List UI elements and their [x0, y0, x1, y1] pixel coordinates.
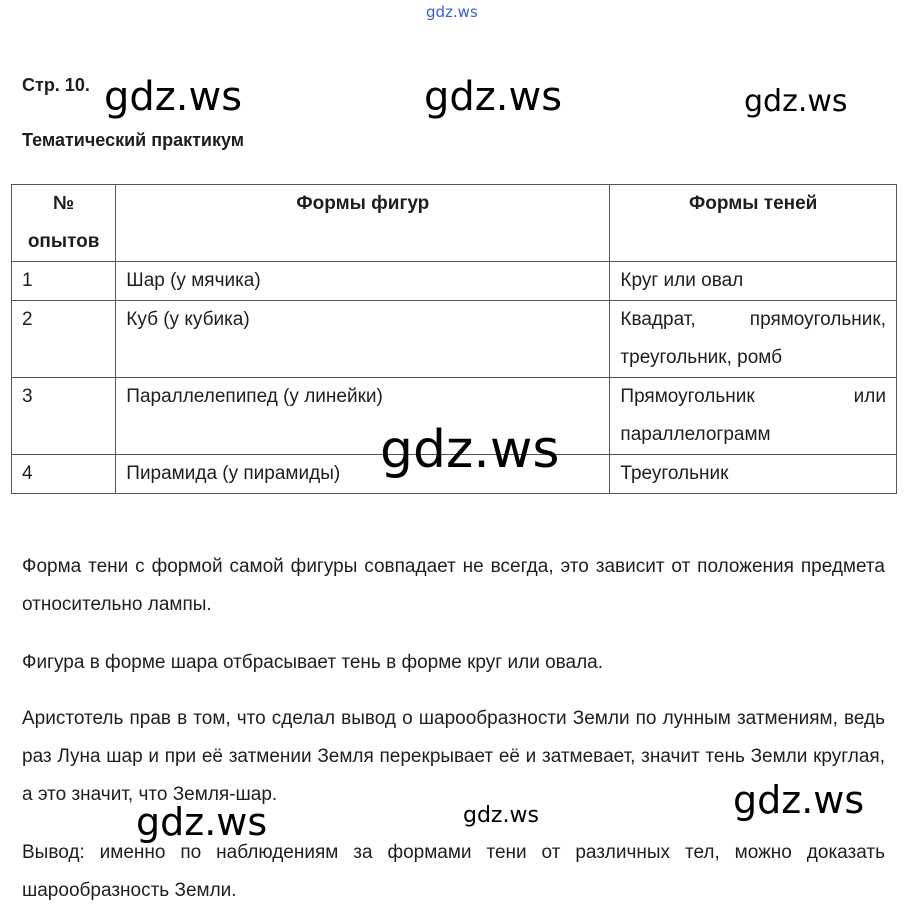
cell-number: 4 [12, 455, 116, 494]
watermark: gdz.ws [733, 778, 865, 822]
cell-figure: Шар (у мячика) [116, 262, 610, 301]
page-reference: Стр. 10. [22, 75, 90, 95]
header-shadow-shapes: Формы теней [610, 185, 897, 262]
cell-figure: Параллелепипед (у линейки) [116, 378, 610, 455]
cell-shadow: Треугольник [610, 455, 897, 494]
table-header-row [12, 185, 897, 262]
cell-number: 2 [12, 301, 116, 378]
header-experiment-number: № опытов [12, 185, 116, 262]
header-figure-shapes: Формы фигур [116, 185, 610, 262]
table-row [12, 262, 897, 301]
watermark: gdz.ws [104, 74, 243, 120]
paragraph-conclusion: Вывод: именно по наблюдениям за формами тени от различных тел, можно доказать шарообразность Земли. [22, 842, 885, 901]
watermark-top: gdz.ws [426, 3, 478, 21]
table-row [12, 301, 897, 378]
cell-number: 3 [12, 378, 116, 455]
cell-shadow: Круг или овал [610, 262, 897, 301]
paragraph-sphere-shadow: Фигура в форме шара отбрасывает тень в форме круг или овала. [22, 652, 604, 673]
cell-shadow: Квадрат, прямоугольник, треугольник, ромб [610, 301, 897, 378]
section-title: Тематический практикум [22, 130, 245, 150]
paragraph-aristotle: Аристотель прав в том, что сделал вывод о шарообразности Земли по лунным затмениям, ведь раз Луна шар и при её затмении Земля перекрывает её и затмевает, значит тень Земли круглая, а это значит, что Земля-шар. [22, 708, 885, 805]
cell-figure: Пирамида (у пирамиды) [116, 455, 610, 494]
cell-shadow: Прямоугольник или параллелограмм [610, 378, 897, 455]
cell-figure: Куб (у кубика) [116, 301, 610, 378]
cell-number: 1 [12, 262, 116, 301]
watermark: gdz.ws [136, 800, 268, 844]
watermark: gdz.ws [424, 74, 563, 120]
watermark: gdz.ws [744, 84, 848, 119]
paragraph-shadow-shape: Форма тени с формой самой фигуры совпадает не всегда, это зависит от положения предмета относительно лампы. [22, 556, 885, 615]
watermark: gdz.ws [380, 420, 560, 480]
watermark: gdz.ws [463, 803, 539, 828]
